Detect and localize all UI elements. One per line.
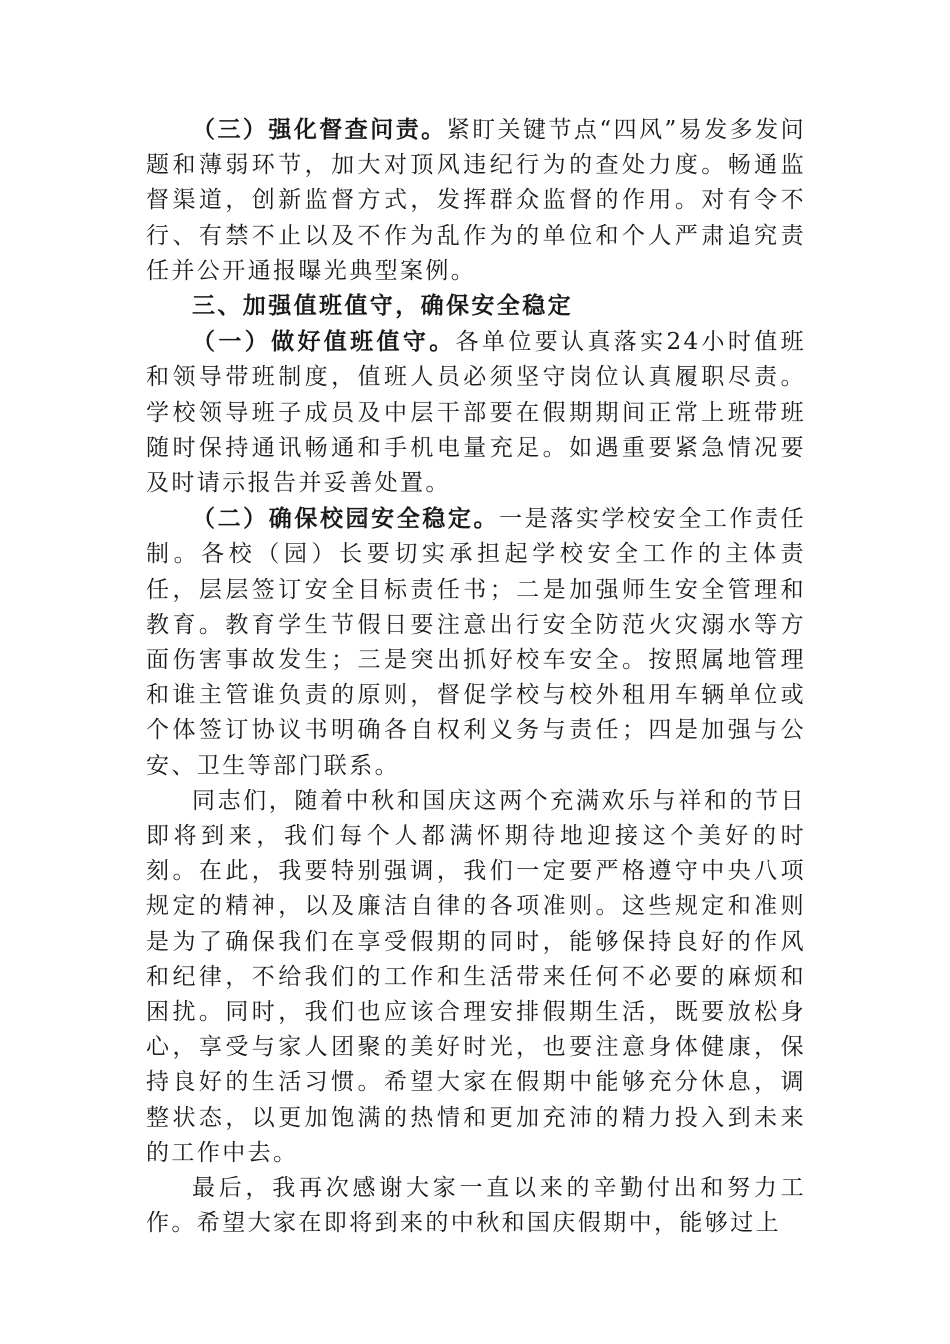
paragraph-lead: （三）强化督查问责。 [192, 116, 447, 143]
paragraph-lead: （二）确保校园安全稳定。 [192, 505, 500, 533]
paragraph-campus-safety [146, 501, 806, 784]
paragraph-supervision [146, 112, 806, 289]
paragraph-text: 最后，我再次感谢大家一直以来的辛勤付出和努力工作。希望大家在即将到来的中秋和国庆假期中，能够过上 [146, 1175, 806, 1237]
paragraph-text: 一是落实学校安全工作责任制。各校（园）长要切实承担起学校安全工作的主体责任，层层签订安全目标责任书；二是加强师生安全管理和教育。教育学生节假日要注意出行安全防范火灾溺水等方面伤害事故发生；三是突出抓好校车安全。按照属地管理和谁主管谁负责的原则，督促学校与校外租用车辆单位或个体签订协议书明确各自权利义务与责任；四是加强与公安、卫生等部门联系。 [146, 506, 806, 779]
paragraph-duty [146, 324, 806, 501]
document-page [146, 112, 806, 1242]
paragraph-text: 紧盯关键节点“四风”易发多发问题和薄弱环节，加大对顶风违纪行为的查处力度。畅通监督渠道，创新监督方式，发挥群众监督的作用。对有令不行、有禁不止以及不作为乱作为的单位和个人严肃追究责任并公开通报曝光典型案例。 [146, 117, 806, 284]
paragraph-holiday-remarks [146, 784, 806, 1171]
paragraph-text: 各单位要认真落实24小时值班和领导带班制度，值班人员必须坚守岗位认真履职尽责。学校领导班子成员及中层干部要在假期期间正常上班带班随时保持通讯畅通和手机电量充足。如遇重要紧急情况要及时请示报告并妥善处置。 [146, 329, 806, 497]
paragraph-text: 同志们，随着中秋和国庆这两个充满欢乐与祥和的节日即将到来，我们每个人都满怀期待地迎接这个美好的时刻。在此，我要特别强调，我们一定要严格遵守中央八项规定的精神，以及廉洁自律的各项准则。这些规定和准则是为了确保我们在享受假期的同时，能够保持良好的作风和纪律，不给我们的工作和生活带来任何不必要的麻烦和困扰。同时，我们也应该合理安排假期生活，既要放松身心，享受与家人团聚的美好时光，也要注意身体健康，保持良好的生活习惯。希望大家在假期中能够充分休息，调整状态，以更加饱满的热情和更加充沛的精力投入到未来的工作中去。 [146, 787, 806, 1166]
paragraph-closing [146, 1171, 806, 1241]
paragraph-lead: （一）做好值班值守。 [192, 328, 456, 356]
section-heading: 三、加强值班值守，确保安全稳定 [192, 293, 573, 320]
